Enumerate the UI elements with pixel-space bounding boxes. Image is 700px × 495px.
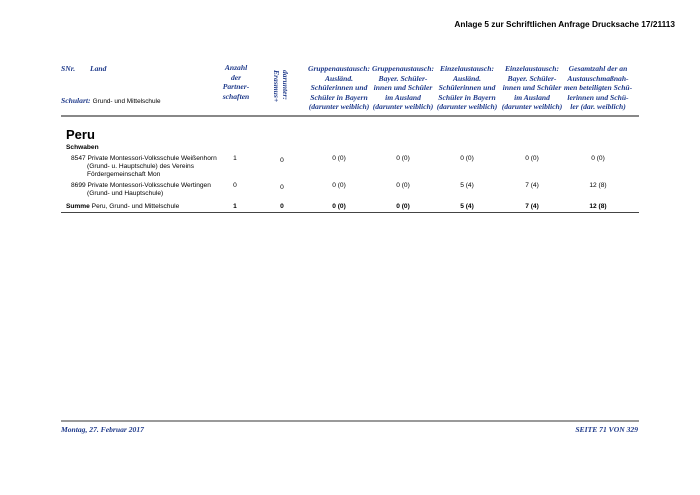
erasmus-cell: 0 [280,203,284,210]
header-line: im Ausland [385,92,421,102]
header-line: Schülerinnen und [438,83,496,93]
col3-cell: 5 (4) [460,182,474,189]
footer-divider [61,420,639,422]
page-note: Anlage 5 zur Schriftlichen Anfrage Drucksache 17/21113 [454,19,675,29]
schulart-label: Schulart: [61,96,91,105]
header-line: Ausländ. [452,73,482,83]
col3-header [432,64,502,112]
schulart-value: Grund- und Mittelschule [92,98,161,105]
col1-header [304,64,374,112]
school-name [71,182,231,198]
school-name-line: 8699 Private Montessori-Volksschule Wertingen [71,182,211,189]
col4-cell: 0 (0) [525,155,539,162]
erasmus-header [272,70,290,118]
header-divider [61,115,639,117]
col4-cell: 7 (4) [525,203,539,210]
col2-header [368,64,438,112]
land-header: Land [90,64,107,73]
school-name-line: (Grund- u. Hauptschule) des Vereins [87,163,195,170]
header-line: Partner- [222,82,250,92]
header-line: (darunter weiblich) [372,102,434,112]
header-line: Einzelaustausch: [504,64,560,73]
partnerschaften-cell: 1 [233,155,237,162]
col5-cell: 12 (8) [589,182,607,189]
partnerschaften-cell: 1 [233,203,237,210]
header-line: innen und Schüler [373,83,433,93]
header-line: Bayer. Schüler- [507,73,557,83]
header-line: lerinnen und Schü- [567,92,629,102]
footer-page: SEITE 71 VON 329 [575,425,638,434]
col4-cell: 7 (4) [525,182,539,189]
col4-header [497,64,567,112]
col1-cell: 0 (0) [332,155,346,162]
header-line: der [230,72,242,82]
header-line: (darunter weiblich) [436,102,498,112]
school-name [71,155,231,179]
partnerschaften-header [214,63,258,101]
header-line: Einzelaustausch: [439,64,495,73]
erasmus-cell: 0 [280,157,284,164]
school-name-line: 8547 Private Montessori-Volksschule Weißenhorn [71,155,217,162]
col2-cell: 0 (0) [396,203,410,210]
summe-label [66,203,236,211]
school-name-line: (Grund- und Hauptschule) [87,190,164,197]
header-line: Bayer. Schüler- [378,73,428,83]
school-name-line: Fördergemeinschaft Mon [87,171,161,178]
header-line: Ausländ. [324,73,354,83]
col3-cell: 5 (4) [460,203,474,210]
header-line: innen und Schüler [502,83,562,93]
col5-cell: 12 (8) [589,203,607,210]
header-line: Gesamtzahl der an [568,64,628,73]
summe-description: Peru, Grund- und Mittelschule [91,203,180,210]
schulart-header [61,96,161,107]
footer-date: Montag, 27. Februar 2017 [61,425,144,434]
header-line: Schüler in Bayern [310,92,368,102]
header-line: Austauschmaßnah- [567,73,629,83]
header-line: (darunter weiblich) [308,102,370,112]
header-line: schaften [222,91,250,101]
region-heading: Schwaben [66,144,99,151]
country-heading: Peru [66,127,95,142]
summe-divider [61,212,639,213]
col1-cell: 0 (0) [332,182,346,189]
col2-cell: 0 (0) [396,155,410,162]
col2-cell: 0 (0) [396,182,410,189]
header-line: (darunter weiblich) [501,102,563,112]
header-line: Schülerinnen und [310,83,368,93]
header-line: Gruppenaustausch: [307,64,371,73]
col5-header [560,64,636,112]
summe-label-text: Summe [66,203,90,210]
header-line: ler (dar. weiblich) [570,102,626,112]
header-line: im Ausland [514,92,550,102]
header-line: Erasmus+ [272,70,281,103]
header-line: Gruppenaustausch: [371,64,435,73]
col1-cell: 0 (0) [332,203,346,210]
header-line: Anzahl [224,63,248,72]
partnerschaften-cell: 0 [233,182,237,189]
col3-cell: 0 (0) [460,155,474,162]
snr-header: SNr. [61,64,76,73]
col5-cell: 0 (0) [591,155,605,162]
header-line: Schüler in Bayern [438,92,496,102]
header-line: men beteiligten Schü- [563,83,633,93]
erasmus-cell: 0 [280,184,284,191]
header-line: darunter: [281,70,290,100]
